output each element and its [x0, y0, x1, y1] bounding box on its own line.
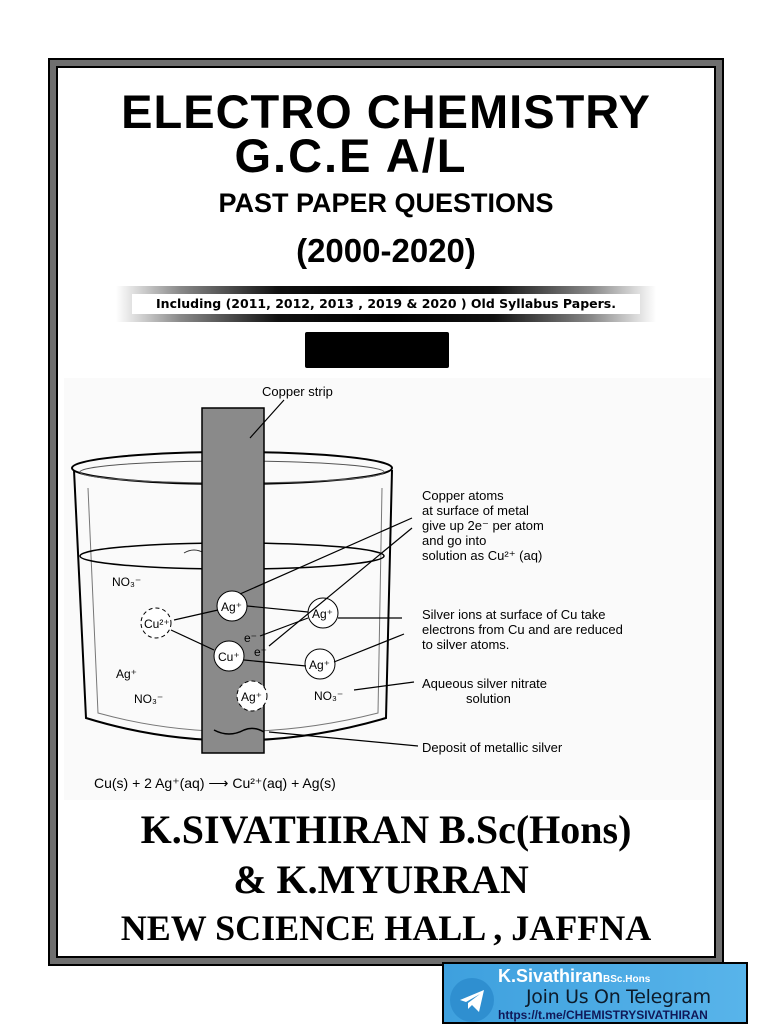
ion-cu-center: Cu⁺: [218, 650, 240, 664]
label-silver-ions-3: to silver atoms.: [422, 637, 510, 652]
ion-no3-top: NO₃⁻: [112, 575, 142, 589]
label-copper-atoms-3: give up 2e⁻ per atom: [422, 518, 544, 533]
ion-electron-2: e⁻: [254, 645, 268, 659]
ion-ag-bottom: Ag⁺: [241, 690, 263, 704]
label-silver-ions-1: Silver ions at surface of Cu take: [422, 607, 606, 622]
cover-frame: [48, 58, 724, 966]
including-text: Including (2011, 2012, 2013 , 2019 & 2020 ) Old Syllabus Papers.: [132, 294, 640, 314]
label-copper-strip: Copper strip: [262, 384, 333, 399]
label-silver-ions-2: electrons from Cu and are reduced: [422, 622, 623, 637]
label-deposit: Deposit of metallic silver: [422, 740, 563, 755]
redaction-box: [305, 332, 449, 368]
label-aqueous-2: solution: [466, 691, 511, 706]
cover-title: ELECTRO CHEMISTRY: [121, 85, 651, 138]
author-line-1: K.SIVATHIRAN B.Sc(Hons): [140, 807, 632, 852]
telegram-plane-icon: [450, 978, 494, 1022]
ion-ag-center-top: Ag⁺: [221, 600, 243, 614]
cover-inner: [56, 66, 716, 958]
telegram-degree: BSc.Hons: [603, 974, 651, 985]
beaker-diagram: [64, 378, 712, 800]
ion-ag-right-mid: Ag⁺: [309, 658, 331, 672]
author-line-2: & K.MYURRAN: [233, 857, 529, 902]
ion-ag-right-top: Ag⁺: [312, 607, 334, 621]
ion-no3-left: NO₃⁻: [134, 692, 164, 706]
telegram-url-link[interactable]: https://t.me/CHEMISTRYSIVATHIRAN: [498, 1008, 708, 1022]
telegram-badge[interactable]: [442, 962, 748, 1024]
label-copper-atoms-2: at surface of metal: [422, 503, 529, 518]
cover-years: (2000-2020): [296, 232, 476, 269]
ion-no3-right: NO₃⁻: [314, 689, 344, 703]
ion-ag-left: Ag⁺: [116, 667, 138, 681]
label-aqueous-1: Aqueous silver nitrate: [422, 676, 548, 691]
telegram-name: [498, 966, 650, 987]
telegram-join-text: Join Us On Telegram: [526, 986, 711, 1008]
telegram-name-text: K.Sivathiran: [498, 966, 604, 986]
ion-electron-1: e⁻: [244, 631, 258, 645]
label-copper-atoms-1: Copper atoms: [422, 488, 504, 503]
label-copper-atoms-4: and go into: [422, 533, 487, 548]
reaction-equation: Cu(s) + 2 Ag⁺(aq) ⟶ Cu²⁺(aq) + Ag(s): [94, 775, 336, 791]
ion-cu2-left: Cu²⁺: [144, 617, 170, 631]
label-copper-atoms-5: solution as Cu²⁺ (aq): [422, 548, 543, 563]
cover-exam-title: G.C.E A/L: [234, 129, 468, 182]
institution-name: NEW SCIENCE HALL , JAFFNA: [120, 908, 652, 948]
cover-subtitle: PAST PAPER QUESTIONS: [218, 188, 554, 218]
